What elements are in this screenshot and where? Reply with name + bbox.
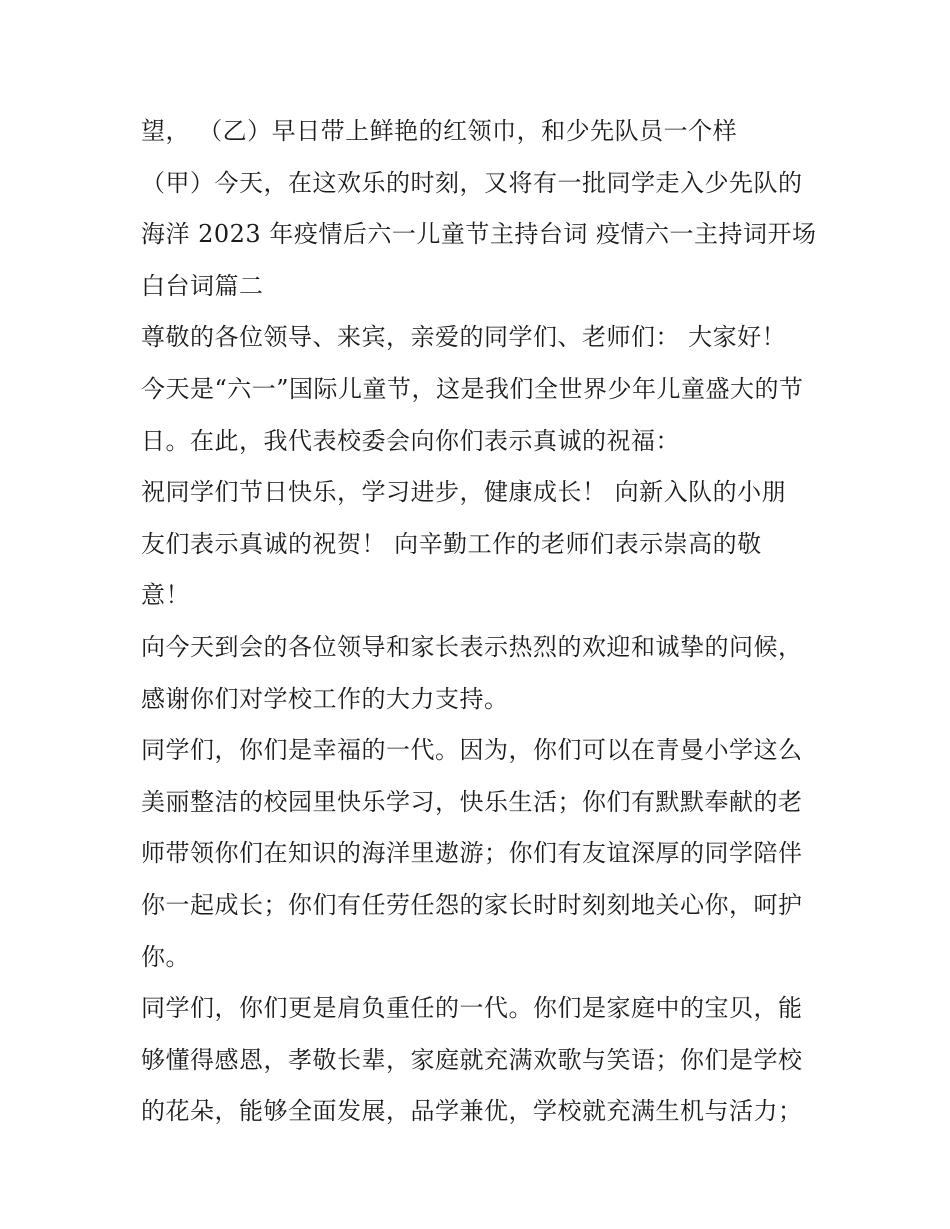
document-body	[141, 106, 821, 1138]
text-line: 够懂得感恩，孝敬长辈，家庭就充满欢歌与笑语；你们是学校	[141, 1045, 803, 1074]
text-line: 友们表示真诚的祝贺！ 向辛勤工作的老师们表示崇高的敬	[141, 529, 762, 558]
text-line: 意！	[141, 581, 190, 610]
text-line: 白台词篇二	[141, 271, 264, 300]
text-line: 师带领你们在知识的海洋里遨游；你们有友谊深厚的同学陪伴	[141, 839, 803, 868]
text-line: 感谢你们对学校工作的大力支持。	[141, 684, 509, 713]
text-line: 尊敬的各位领导、来宾，亲爱的同学们、老师们： 大家好！	[141, 323, 787, 352]
text-line: 祝同学们节日快乐，学习进步，健康成长！ 向新入队的小朋	[141, 478, 787, 507]
text-line: 同学们，你们更是肩负重任的一代。你们是家庭中的宝贝，能	[141, 994, 803, 1023]
text-line: 你一起成长；你们有任劳任怨的家长时时刻刻地关心你，呵护	[141, 890, 803, 919]
text-line: 望， （乙）早日带上鲜艳的红领巾，和少先队员一个样	[141, 117, 738, 145]
text-line: （甲）今天，在这欢乐的时刻，又将有一批同学走入少先队的	[141, 168, 803, 197]
text-line: 日。在此，我代表校委会向你们表示真诚的祝福：	[141, 426, 680, 455]
text-line: 同学们，你们是幸福的一代。因为，你们可以在青曼小学这么	[141, 736, 803, 765]
text-line: 向今天到会的各位领导和家长表示热烈的欢迎和诚挚的问候，	[141, 632, 803, 661]
text-line: 你。	[141, 942, 190, 971]
text-line: 今天是“六一”国际儿童节，这是我们全世界少年儿童盛大的节	[141, 374, 804, 403]
text-line: 海洋 2023 年疫情后六一儿童节主持台词 疫情六一主持词开场	[141, 220, 817, 249]
text-line: 美丽整洁的校园里快乐学习，快乐生活；你们有默默奉献的老	[141, 787, 803, 816]
text-line: 的花朵，能够全面发展，品学兼优，学校就充满生机与活力；	[141, 1097, 803, 1126]
